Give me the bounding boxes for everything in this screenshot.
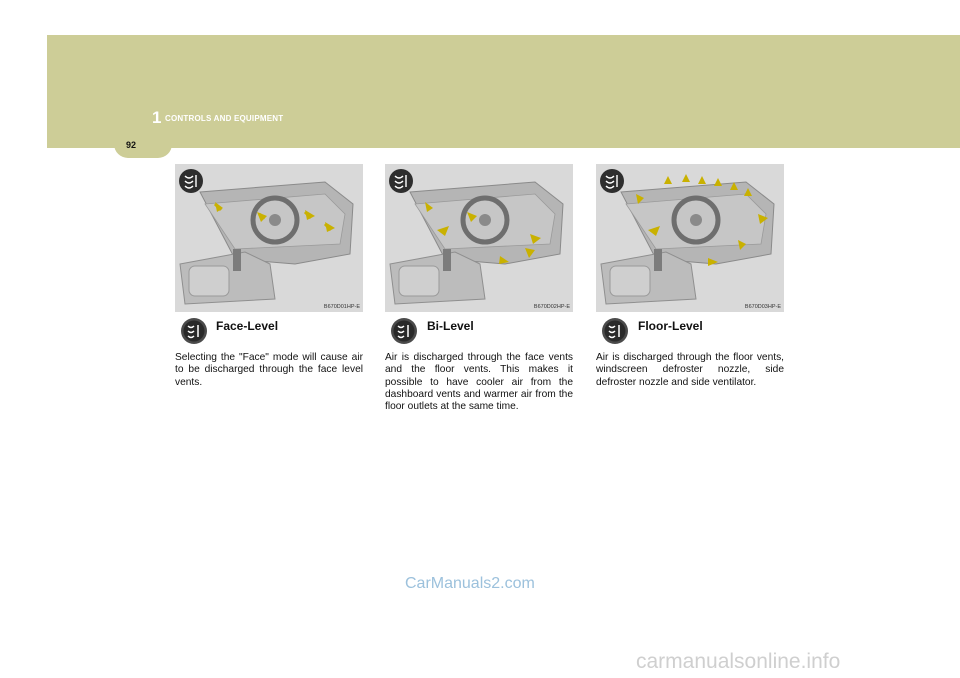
image-code: B670D01HP-E [323, 304, 360, 310]
dashboard-drawing [175, 164, 363, 312]
mode-heading: Floor-Level [638, 319, 703, 333]
watermark-carmanualsonline[interactable]: carmanualsonline.info [636, 650, 841, 673]
mode-heading: Bi-Level [427, 319, 474, 333]
dashboard-drawing [596, 164, 784, 312]
dashboard-drawing [385, 164, 573, 312]
floor-mode-icon [601, 317, 629, 350]
watermark-carmanuals2[interactable]: CarManuals2.com [405, 575, 535, 592]
mode-description: Selecting the "Face" mode will cause air to be discharged through the face level vents. [175, 352, 363, 388]
image-code: B670D02HP-E [533, 304, 570, 310]
dashboard-illustration-floor [596, 164, 784, 312]
column-floor-level [596, 164, 784, 388]
bi-level-mode-icon [390, 317, 418, 350]
dashboard-illustration-bi [385, 164, 573, 312]
header-band [47, 35, 960, 148]
column-bi-level [385, 164, 573, 413]
page-number-tab [114, 136, 172, 158]
chapter-number: 1 [152, 108, 162, 127]
chapter-title: CONTROLS AND EQUIPMENT [165, 114, 284, 123]
dashboard-illustration-face [175, 164, 363, 312]
page-number: 92 [126, 140, 137, 150]
column-face-level [175, 164, 363, 388]
mode-description: Air is discharged through the floor vents, windscreen defroster nozzle, side defroster nozzle and side ventilator. [596, 352, 784, 388]
image-code: B670D03HP-E [744, 304, 781, 310]
face-mode-icon [180, 317, 208, 350]
mode-description: Air is discharged through the face vents and the floor vents. This makes it possible to have cooler air from the dashboard vents and warmer air from the floor outlets at the same time. [385, 352, 573, 413]
mode-heading: Face-Level [216, 319, 279, 333]
